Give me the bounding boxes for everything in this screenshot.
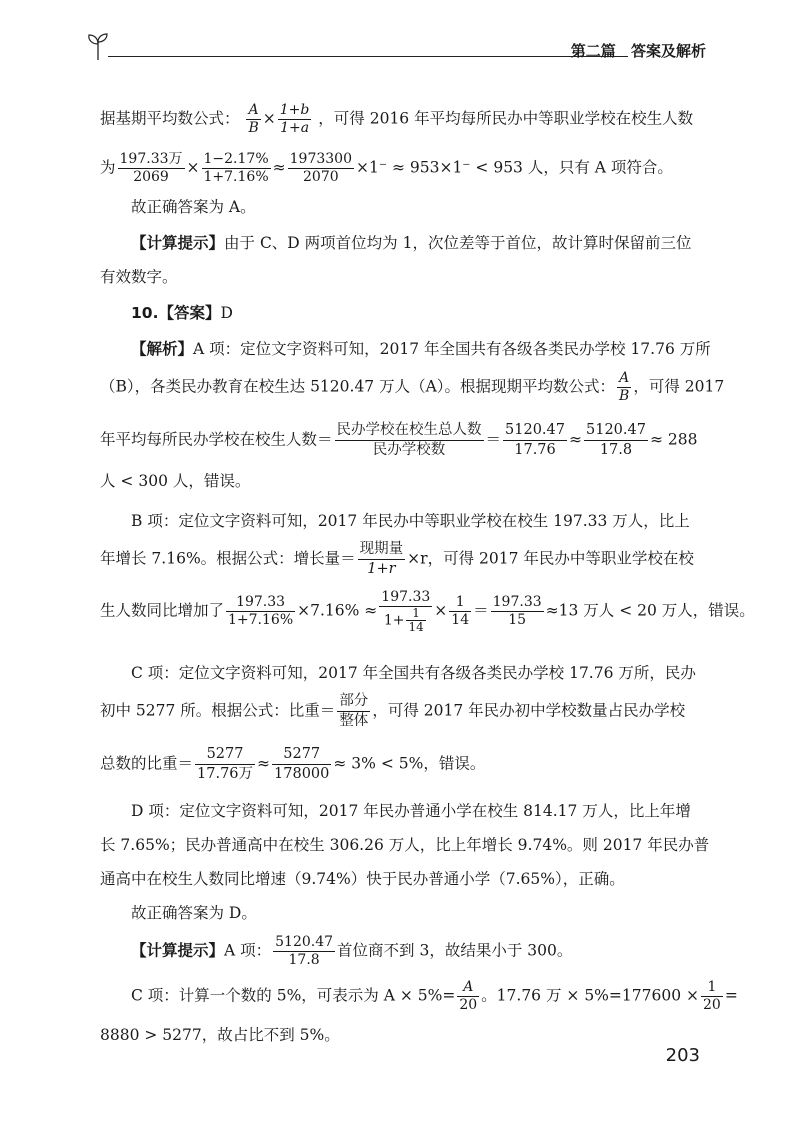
answer-label: 10.【答案】 <box>131 304 221 322</box>
text: 年增长 7.16%。根据公式：增长量＝ <box>100 549 356 568</box>
numerator: 5120.47 <box>584 421 648 441</box>
text: 1+ <box>383 612 405 629</box>
numerator: 1−2.17% <box>203 151 269 167</box>
fraction <box>278 102 312 137</box>
numerator: 5120.47 <box>503 421 567 441</box>
analysis-b-line-2 <box>100 540 705 579</box>
text: ≈ 3% < 5%，错误。 <box>333 754 486 773</box>
denominator: 2069 <box>133 169 169 185</box>
denominator: 14 <box>408 620 424 634</box>
text: 据基期平均数公式： <box>100 109 240 128</box>
numerator: 197.33 <box>492 594 542 610</box>
answer-content <box>100 90 755 1048</box>
text: ，可得 2016 年平均每所民办中等职业学校在校生人数 <box>318 109 694 128</box>
text: 生人数同比增加了 <box>100 601 225 620</box>
header-section: 第二篇 <box>570 42 616 60</box>
fraction <box>617 370 631 405</box>
fraction <box>503 421 567 460</box>
numerator: 部分 <box>337 692 370 712</box>
analysis-a-formula: 年平均每所民办学校在校生人数＝ $\frac{\text{民办学校在校生总人数}}{\text{民办学校数}}$ ＝ $\frac{5120.47}{17.76}$ ≈ $\frac{5120.47}{17.8}$ ≈ 288 <box>100 422 698 458</box>
formula-line-2: 为 $\frac{\text{197.33万}}{2069}$ × $\frac{1-2.17\%}{1+7.16\%}$ ≈ $\frac{1973300}{2070}$ ×1⁻ ≈ 953×1⁻ < 953 人，只有 A 项符合。 <box>100 151 673 185</box>
analysis-b-line-1: B 项：定位文字资料可知，2017 年民办中等职业学校在校生 197.33 万人，比上 <box>131 512 690 530</box>
page-number: 203 <box>665 1045 700 1066</box>
header-title <box>571 40 706 61</box>
text: A 项： <box>224 941 272 960</box>
denominator: 1+r <box>367 561 396 577</box>
numerator: 1+b <box>279 102 310 118</box>
denominator: 17.8 <box>599 442 633 458</box>
analysis-d-line-3: 通高中在校生人数同比增速（9.74%）快于民办普通小学（7.65%），正确。 <box>100 870 625 888</box>
text: ×7.16% ≈ <box>297 601 378 620</box>
denominator: 1+a <box>280 120 310 136</box>
text: 初中 5277 所。根据公式：比重＝ <box>100 701 336 720</box>
answer-value: D <box>220 304 233 322</box>
tip-tag: 【计算提示】 <box>131 941 225 960</box>
text: ×r，可得 2017 年民办中等职业学校在校 <box>407 549 694 568</box>
fraction <box>273 934 335 969</box>
header-rule <box>108 56 628 57</box>
analysis-c-line-3: 总数的比重＝ $\frac{5277}{\text{17.76万}}$ ≈ $\frac{5277}{178000}$ ≈ 3% < 5%，错误。 <box>100 746 486 782</box>
analysis-a-line-1 <box>100 336 711 362</box>
text: = <box>724 986 738 1005</box>
text: A 项：定位文字资料可知，2017 年全国共有各级各类民办学校 17.76 万所 <box>193 340 711 358</box>
fraction <box>406 607 425 634</box>
numerator: A <box>246 102 260 120</box>
denominator: 15 <box>508 612 527 628</box>
calc-tip-1-cont: 有效数字。 <box>100 268 178 286</box>
numerator: 5277 <box>272 745 331 765</box>
fraction <box>701 979 723 1014</box>
numerator: A <box>457 979 479 997</box>
denominator: 1+7.16% <box>228 612 294 628</box>
denominator: 1+7.16% <box>203 169 269 185</box>
numerator: 5120.47 <box>275 934 334 950</box>
formula-line-1: 据基期平均数公式： $\frac{A}{B}$ × $\frac{1+b}{1+a}$ ，可得 2016 年平均每所民办中等职业学校在校生人数 <box>100 102 694 136</box>
numerator: 1 <box>701 979 723 997</box>
fraction <box>288 151 354 186</box>
calc-tip-2 <box>100 934 705 969</box>
text: 为 <box>100 158 116 177</box>
numerator: 现期量 <box>358 540 406 560</box>
analysis-a-line-2 <box>100 370 725 405</box>
denominator: 20 <box>459 997 478 1013</box>
text: 年平均每所民办学校在校生人数＝ <box>100 430 333 449</box>
numerator: 1 <box>406 607 425 621</box>
final-answer: 故正确答案为 D。 <box>131 904 257 922</box>
question-10-answer <box>100 300 705 326</box>
text: 由于 C、D 两项首位均为 1，次位差等于首位，故计算时保留前三位 <box>224 234 692 252</box>
calc-tip-2-c <box>100 979 738 1014</box>
denominator: 17.8 <box>288 952 320 968</box>
fraction <box>272 745 331 784</box>
analysis-c-line-1: C 项：定位文字资料可知，2017 年全国共有各级各类民办学校 17.76 万所，民办 <box>131 664 696 682</box>
fraction <box>226 594 295 629</box>
header-title-text: 答案及解析 <box>630 42 706 60</box>
denominator: 20 <box>702 997 721 1013</box>
text: 首位商不到 3，故结果小于 300。 <box>337 941 573 960</box>
text: C 项：计算一个数的 5%，可表示为 A × 5%= <box>131 986 456 1005</box>
fraction <box>584 421 648 460</box>
denominator: B <box>248 120 259 136</box>
text: 。17.76 万 × 5%=177600 × <box>481 986 699 1005</box>
analysis-tag: 【解析】 <box>131 340 194 358</box>
fraction <box>449 594 471 629</box>
denominator: 17.76万 <box>197 766 254 782</box>
fraction <box>118 151 185 186</box>
tip-tag: 【计算提示】 <box>131 234 225 252</box>
fraction <box>358 540 406 579</box>
numerator: 197.33 <box>381 589 431 605</box>
numerator: A <box>617 370 631 388</box>
fraction <box>457 979 479 1014</box>
numerator: 197.33万 <box>119 151 183 167</box>
calc-tip-2-c-cont: 8880 > 5277，故占比不到 5%。 <box>100 1026 340 1044</box>
text: ×1⁻ ≈ 953×1⁻ < 953 人，只有 A 项符合。 <box>356 158 673 177</box>
text: ，可得 2017 <box>633 377 725 396</box>
text: ≈13 万人 < 20 万人，错误。 <box>545 601 755 620</box>
fraction <box>491 594 544 629</box>
text: 总数的比重＝ <box>100 754 194 773</box>
denominator: B <box>619 388 630 404</box>
denominator: 2070 <box>303 169 339 185</box>
numerator: 197.33 <box>226 594 295 612</box>
fraction <box>202 151 271 186</box>
text: ≈ 288 <box>649 430 698 449</box>
analysis-d-line-2: 长 7.65%；民办普通高中在校生 306.26 万人，比上年增长 9.74%。则 2017 年民办普 <box>100 836 710 854</box>
conclusion-a: 故正确答案为 A。 <box>131 198 256 216</box>
denominator: 民办学校数 <box>372 442 446 458</box>
page-header <box>86 30 706 66</box>
fraction <box>246 102 260 137</box>
analysis-a-conclusion: 人 < 300 人，错误。 <box>100 472 251 490</box>
fraction <box>335 421 484 460</box>
denominator: 整体 <box>339 713 369 729</box>
denominator <box>379 607 432 634</box>
sprout-icon <box>86 32 110 62</box>
text: （B），各类民办教育在校生达 5120.47 万人（A）。根据现期平均数公式： <box>100 377 616 396</box>
text: ，可得 2017 年民办初中学校数量占民办学校 <box>372 701 686 720</box>
calc-tip-1 <box>100 230 705 256</box>
numerator: 1973300 <box>289 151 352 167</box>
fraction <box>195 745 255 784</box>
numerator: 民办学校在校生总人数 <box>335 421 484 441</box>
numerator: 1 <box>449 594 471 612</box>
numerator: 5277 <box>195 745 255 765</box>
fraction <box>379 589 432 634</box>
denominator: 14 <box>451 612 470 628</box>
denominator: 178000 <box>274 766 330 782</box>
analysis-d-line-1: D 项：定位文字资料可知，2017 年民办普通小学在校生 814.17 万人，比上年增 <box>131 802 691 820</box>
analysis-c-line-2 <box>100 692 705 731</box>
denominator: 17.76 <box>514 442 556 458</box>
fraction <box>337 692 370 731</box>
analysis-b-line-3: 生人数同比增加了 $\frac{197.33}{1+7.16\%}$ ×7.16% ≈ 197.33 1+ $\frac{1}{14}$ × $\frac{1}{14}$ ＝ $\frac{197.33}{15}$ ≈13 万人 < 20 万人，错误。 <box>100 589 755 634</box>
